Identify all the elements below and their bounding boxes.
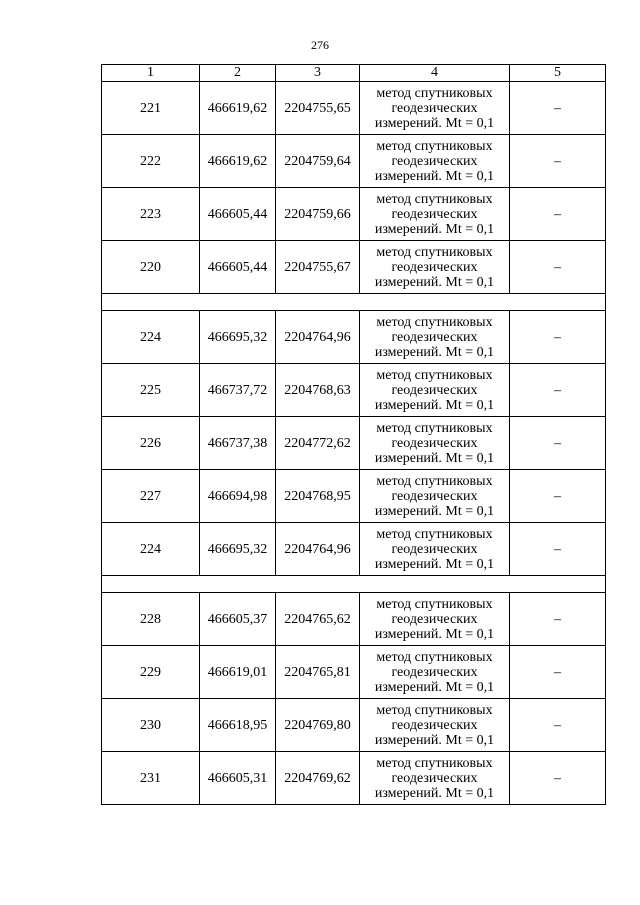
x-coordinate-cell: 466694,98 xyxy=(200,470,276,523)
note-cell: – xyxy=(510,699,606,752)
point-number-cell: 228 xyxy=(102,593,200,646)
method-cell xyxy=(360,241,510,294)
page-number: 276 xyxy=(311,38,329,52)
x-coordinate-cell: 466605,44 xyxy=(200,241,276,294)
method-line: измерений. Mt = 0,1 xyxy=(374,556,495,572)
method-line: измерений. Mt = 0,1 xyxy=(374,397,495,413)
method-line: геодезических xyxy=(391,717,478,733)
x-coordinate-cell: 466619,01 xyxy=(200,646,276,699)
x-coordinate-cell: 466737,72 xyxy=(200,364,276,417)
method-line: измерений. Mt = 0,1 xyxy=(374,626,495,642)
y-coordinate-cell: 2204768,95 xyxy=(276,470,360,523)
method-line: геодезических xyxy=(391,329,478,345)
note-cell: – xyxy=(510,135,606,188)
point-number-cell: 221 xyxy=(102,82,200,135)
note-cell: – xyxy=(510,523,606,576)
method-line: метод спутниковых xyxy=(376,244,493,260)
method-cell xyxy=(360,699,510,752)
group-separator-row xyxy=(102,576,606,593)
method-line: измерений. Mt = 0,1 xyxy=(374,503,495,519)
column-header: 1 xyxy=(102,65,200,82)
method-line: геодезических xyxy=(391,259,478,275)
method-line: метод спутниковых xyxy=(376,526,493,542)
y-coordinate-cell: 2204768,63 xyxy=(276,364,360,417)
y-coordinate-cell: 2204759,66 xyxy=(276,188,360,241)
method-cell xyxy=(360,523,510,576)
x-coordinate-cell: 466605,44 xyxy=(200,188,276,241)
note-cell: – xyxy=(510,82,606,135)
table-row xyxy=(102,311,606,364)
method-line: метод спутниковых xyxy=(376,755,493,771)
point-number-cell: 220 xyxy=(102,241,200,294)
point-number-cell: 230 xyxy=(102,699,200,752)
method-cell xyxy=(360,135,510,188)
note-cell: – xyxy=(510,593,606,646)
note-cell: – xyxy=(510,417,606,470)
method-line: измерений. Mt = 0,1 xyxy=(374,168,495,184)
coordinates-table xyxy=(101,64,606,805)
method-cell xyxy=(360,364,510,417)
group-separator xyxy=(102,294,606,311)
point-number-cell: 222 xyxy=(102,135,200,188)
table-body xyxy=(102,82,606,805)
method-line: геодезических xyxy=(391,664,478,680)
method-line: геодезических xyxy=(391,488,478,504)
y-coordinate-cell: 2204764,96 xyxy=(276,523,360,576)
point-number-cell: 224 xyxy=(102,311,200,364)
note-cell: – xyxy=(510,364,606,417)
method-line: геодезических xyxy=(391,153,478,169)
table-row xyxy=(102,646,606,699)
method-line: геодезических xyxy=(391,770,478,786)
point-number-cell: 226 xyxy=(102,417,200,470)
method-line: метод спутниковых xyxy=(376,314,493,330)
column-header: 2 xyxy=(200,65,276,82)
group-separator-row xyxy=(102,294,606,311)
table-row xyxy=(102,364,606,417)
column-header: 5 xyxy=(510,65,606,82)
method-cell xyxy=(360,188,510,241)
x-coordinate-cell: 466605,31 xyxy=(200,752,276,805)
table-header-row xyxy=(102,65,606,82)
method-cell xyxy=(360,646,510,699)
point-number-cell: 229 xyxy=(102,646,200,699)
point-number-cell: 231 xyxy=(102,752,200,805)
method-line: измерений. Mt = 0,1 xyxy=(374,115,495,131)
y-coordinate-cell: 2204769,80 xyxy=(276,699,360,752)
method-cell xyxy=(360,752,510,805)
method-line: измерений. Mt = 0,1 xyxy=(374,679,495,695)
y-coordinate-cell: 2204764,96 xyxy=(276,311,360,364)
method-line: метод спутниковых xyxy=(376,191,493,207)
x-coordinate-cell: 466619,62 xyxy=(200,82,276,135)
method-line: измерений. Mt = 0,1 xyxy=(374,450,495,466)
y-coordinate-cell: 2204759,64 xyxy=(276,135,360,188)
method-line: измерений. Mt = 0,1 xyxy=(374,344,495,360)
table-row xyxy=(102,417,606,470)
method-line: геодезических xyxy=(391,382,478,398)
x-coordinate-cell: 466695,32 xyxy=(200,311,276,364)
note-cell: – xyxy=(510,470,606,523)
note-cell: – xyxy=(510,646,606,699)
note-cell: – xyxy=(510,188,606,241)
method-line: метод спутниковых xyxy=(376,596,493,612)
method-line: геодезических xyxy=(391,541,478,557)
note-cell: – xyxy=(510,241,606,294)
y-coordinate-cell: 2204772,62 xyxy=(276,417,360,470)
x-coordinate-cell: 466605,37 xyxy=(200,593,276,646)
table-row xyxy=(102,523,606,576)
method-line: измерений. Mt = 0,1 xyxy=(374,785,495,801)
column-header: 3 xyxy=(276,65,360,82)
method-line: метод спутниковых xyxy=(376,138,493,154)
point-number-cell: 225 xyxy=(102,364,200,417)
y-coordinate-cell: 2204755,65 xyxy=(276,82,360,135)
method-cell xyxy=(360,593,510,646)
method-line: измерений. Mt = 0,1 xyxy=(374,221,495,237)
method-line: метод спутниковых xyxy=(376,649,493,665)
y-coordinate-cell: 2204765,81 xyxy=(276,646,360,699)
point-number-cell: 227 xyxy=(102,470,200,523)
method-cell xyxy=(360,417,510,470)
method-line: геодезических xyxy=(391,611,478,627)
table-row xyxy=(102,752,606,805)
method-cell xyxy=(360,82,510,135)
table-row xyxy=(102,593,606,646)
x-coordinate-cell: 466737,38 xyxy=(200,417,276,470)
column-header: 4 xyxy=(360,65,510,82)
method-line: геодезических xyxy=(391,206,478,222)
group-separator xyxy=(102,576,606,593)
y-coordinate-cell: 2204769,62 xyxy=(276,752,360,805)
point-number-cell: 224 xyxy=(102,523,200,576)
x-coordinate-cell: 466619,62 xyxy=(200,135,276,188)
method-line: геодезических xyxy=(391,100,478,116)
table-row xyxy=(102,188,606,241)
note-cell: – xyxy=(510,752,606,805)
y-coordinate-cell: 2204765,62 xyxy=(276,593,360,646)
x-coordinate-cell: 466695,32 xyxy=(200,523,276,576)
method-line: метод спутниковых xyxy=(376,420,493,436)
table-row xyxy=(102,82,606,135)
note-cell: – xyxy=(510,311,606,364)
method-cell xyxy=(360,311,510,364)
method-line: измерений. Mt = 0,1 xyxy=(374,274,495,290)
table-row xyxy=(102,470,606,523)
method-line: геодезических xyxy=(391,435,478,451)
table-row xyxy=(102,241,606,294)
method-cell xyxy=(360,470,510,523)
method-line: измерений. Mt = 0,1 xyxy=(374,732,495,748)
method-line: метод спутниковых xyxy=(376,85,493,101)
x-coordinate-cell: 466618,95 xyxy=(200,699,276,752)
method-line: метод спутниковых xyxy=(376,702,493,718)
method-line: метод спутниковых xyxy=(376,367,493,383)
point-number-cell: 223 xyxy=(102,188,200,241)
table-row xyxy=(102,699,606,752)
table-row xyxy=(102,135,606,188)
method-line: метод спутниковых xyxy=(376,473,493,489)
y-coordinate-cell: 2204755,67 xyxy=(276,241,360,294)
